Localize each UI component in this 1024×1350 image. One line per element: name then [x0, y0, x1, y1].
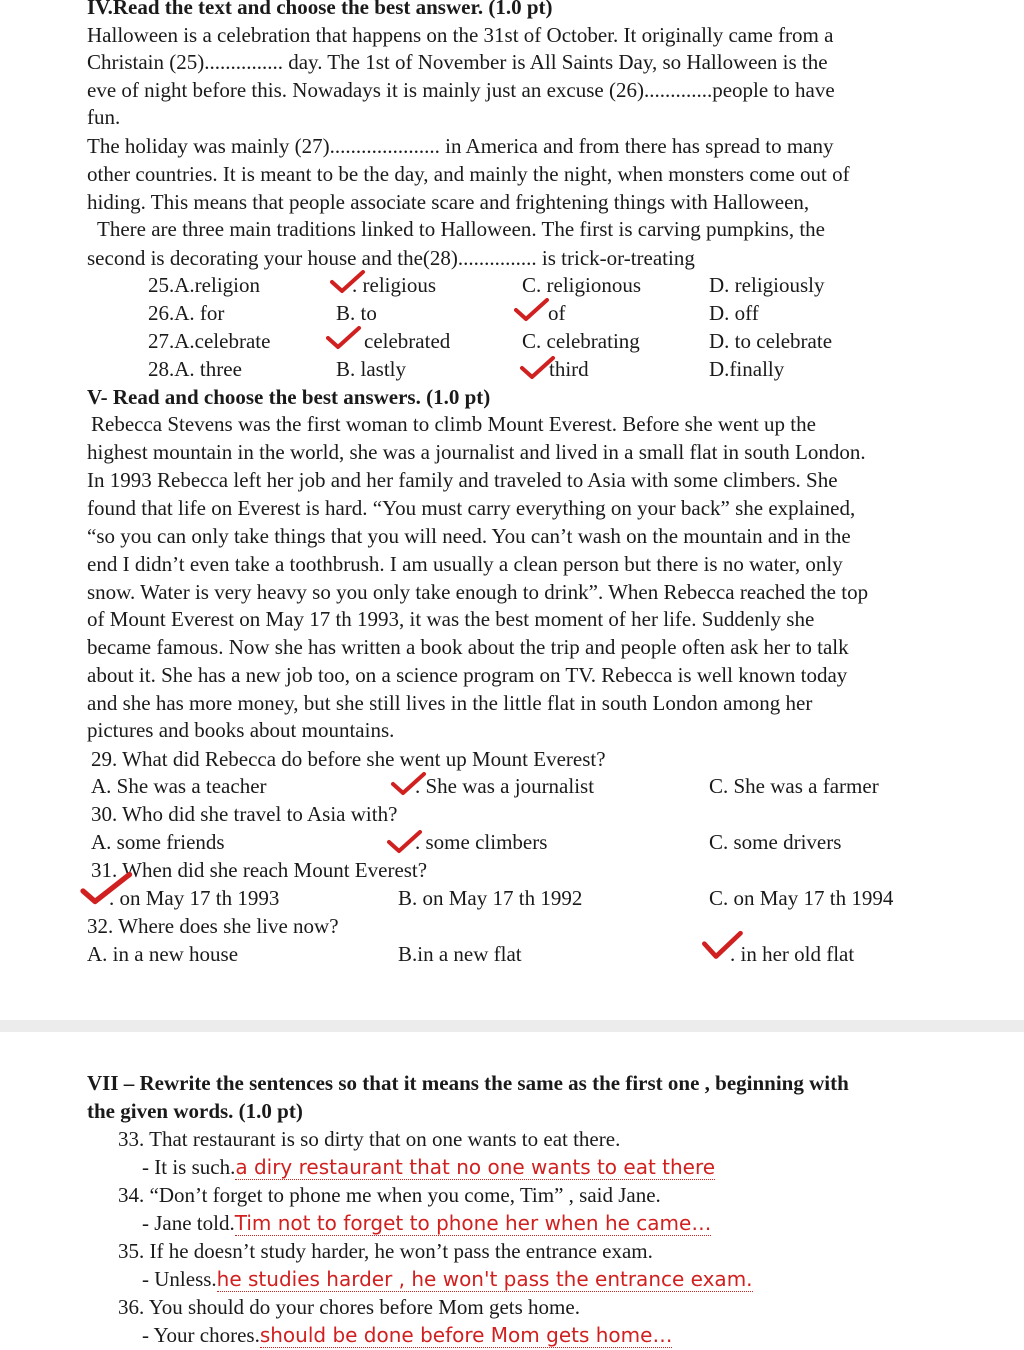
question-number: 26. — [148, 301, 175, 325]
question-26-option-d: D. off — [709, 301, 759, 325]
passage-2-line: became famous. Now she has written a book about the trip and people often ask her to talk — [87, 635, 849, 659]
passage-1-line: fun. — [87, 105, 121, 129]
section-7-title: VII – Rewrite the sentences so that it means the same as the first one , beginning with — [87, 1071, 849, 1095]
question-31-option-c: C. on May 17 th 1994 — [709, 886, 894, 910]
passage-2-line: highest mountain in the world, she was a journalist and lived in a small flat in south London. — [87, 440, 866, 464]
passage-2-line: and she has more money, but she still lives in the little flat in south London among her — [87, 691, 813, 715]
question-26-option-a: 26.A. for — [148, 301, 225, 325]
passage-2-line: pictures and books about mountains. — [87, 718, 395, 742]
question-27-option-b: celebrated — [364, 329, 451, 353]
question-29-option-b: . She was a journalist — [415, 774, 595, 798]
question-28-option-c: third — [549, 357, 589, 381]
question-28-option-b: B. lastly — [336, 357, 407, 381]
handwritten-answer: should be done before Mom gets home… — [259, 1323, 673, 1347]
passage-1-line: There are three main traditions linked to Halloween. The first is carving pumpkins, the — [97, 217, 825, 241]
question-27-option-c: C. celebrating — [522, 329, 640, 353]
rewrite-36-prompt: 36. You should do your chores before Mom gets home. — [118, 1295, 580, 1319]
rewrite-prefix: - Jane told. — [142, 1211, 235, 1235]
rewrite-35-row — [142, 1266, 753, 1292]
passage-2-line: found that life on Everest is hard. “You must carry everything on your back” she explained, — [87, 496, 856, 520]
question-number: 28. — [148, 357, 175, 381]
section-4-title: IV.Read the text and choose the best answer. (1.0 pt) — [87, 0, 553, 19]
question-31-option-a: . on May 17 th 1993 — [109, 886, 280, 910]
question-32-option-b: B.in a new flat — [398, 942, 522, 966]
rewrite-33-row — [142, 1154, 715, 1180]
handwritten-answer: he studies harder , he won't pass the entrance exam. — [216, 1267, 753, 1291]
worksheet-sheet-2 — [0, 1030, 1024, 1350]
passage-2-line: end I didn’t even take a toothbrush. I am usually a clean person but there is no water, only — [87, 552, 843, 576]
question-25-option-a: 25.A.religion — [148, 273, 260, 297]
passage-1-line: Halloween is a celebration that happens on the 31st of October. It originally came from a — [87, 23, 834, 47]
passage-1-line: hiding. This means that people associate scare and frightening things with Halloween, — [87, 190, 810, 214]
question-25-option-d: D. religiously — [709, 273, 825, 297]
rewrite-34-prompt: 34. “Don’t forget to phone me when you come, Tim” , said Jane. — [118, 1183, 661, 1207]
passage-2-line: about it. She has a new job too, on a science program on TV. Rebecca is well known today — [87, 663, 848, 687]
question-31-option-b: B. on May 17 th 1992 — [398, 886, 583, 910]
question-27-option-a: 27.A.celebrate — [148, 329, 271, 353]
passage-1-line: second is decorating your house and the(28)............... is trick-or-treating — [87, 246, 695, 270]
question-number: 25. — [148, 273, 175, 297]
red-check-icon — [391, 772, 427, 796]
question-28-option-a: 28.A. three — [148, 357, 242, 381]
question-29-option-c: C. She was a farmer — [709, 774, 879, 798]
passage-2-line: Rebecca Stevens was the first woman to climb Mount Everest. Before she went up the — [91, 412, 816, 436]
question-30-option-a: A. some friends — [91, 830, 225, 854]
passage-2-line: snow. Water is very heavy so you only take enough to drink”. When Rebecca reached the top — [87, 580, 869, 604]
question-32-option-c: . in her old flat — [730, 942, 855, 966]
question-32-text: 32. Where does she live now? — [87, 914, 339, 938]
question-26-option-b: B. to — [336, 301, 377, 325]
question-27-option-d: D. to celebrate — [709, 329, 833, 353]
question-31-text: 31. When did she reach Mount Everest? — [91, 858, 428, 882]
section-7-title-cont: the given words. (1.0 pt) — [87, 1099, 303, 1123]
question-30-option-c: C. some drivers — [709, 830, 842, 854]
rewrite-33-prompt: 33. That restaurant is so dirty that on one wants to eat there. — [118, 1127, 621, 1151]
section-5-title: V- Read and choose the best answers. (1.0 pt) — [87, 385, 491, 409]
question-29-text: 29. What did Rebecca do before she went up Mount Everest? — [91, 747, 606, 771]
passage-2-line: of Mount Everest on May 17 th 1993, it was the best moment of her life. Suddenly she — [87, 607, 815, 631]
passage-1-line: Christain (25)............... day. The 1st of November is All Saints Day, so Halloween is the — [87, 50, 828, 74]
rewrite-36-row — [142, 1322, 672, 1348]
question-30-text: 30. Who did she travel to Asia with? — [91, 802, 398, 826]
passage-1-line: other countries. It is meant to be the day, and mainly the night, when monsters come out of — [87, 162, 850, 186]
question-25-option-c: C. religionous — [522, 273, 641, 297]
red-check-icon — [326, 326, 362, 350]
passage-1-line: eve of night before this. Nowadays it is mainly just an excuse (26).............people to have — [87, 78, 835, 102]
question-29-option-a: A. She was a teacher — [91, 774, 267, 798]
question-26-option-c: of — [548, 301, 566, 325]
passage-2-line: “so you can only take things that you will need. You can’t wash on the mountain and in the — [87, 524, 851, 548]
red-check-icon — [330, 270, 366, 294]
red-check-icon — [702, 930, 744, 962]
passage-1-line: The holiday was mainly (27)..................... in America and from there has spread to many — [87, 134, 834, 158]
question-25-option-b: . religious — [352, 273, 436, 297]
rewrite-prefix: - Unless. — [142, 1267, 217, 1291]
handwritten-answer: Tim not to forget to phone her when he came… — [234, 1211, 712, 1235]
passage-2-line: In 1993 Rebecca left her job and her family and traveled to Asia with some climbers. She — [87, 468, 838, 492]
question-32-option-a: A. in a new house — [87, 942, 239, 966]
rewrite-prefix: - Your chores. — [142, 1323, 260, 1347]
red-check-icon — [514, 298, 550, 322]
question-30-option-b: . some climbers — [415, 830, 548, 854]
question-number: 27. — [148, 329, 175, 353]
rewrite-35-prompt: 35. If he doesn’t study harder, he won’t pass the entrance exam. — [118, 1239, 653, 1263]
red-check-icon — [520, 356, 556, 380]
red-check-icon — [80, 870, 134, 906]
rewrite-prefix: - It is such. — [142, 1155, 236, 1179]
red-check-icon — [387, 830, 423, 854]
handwritten-answer: a diry restaurant that no one wants to eat there — [235, 1155, 716, 1179]
question-28-option-d: D.finally — [709, 357, 785, 381]
rewrite-34-row — [142, 1210, 711, 1236]
